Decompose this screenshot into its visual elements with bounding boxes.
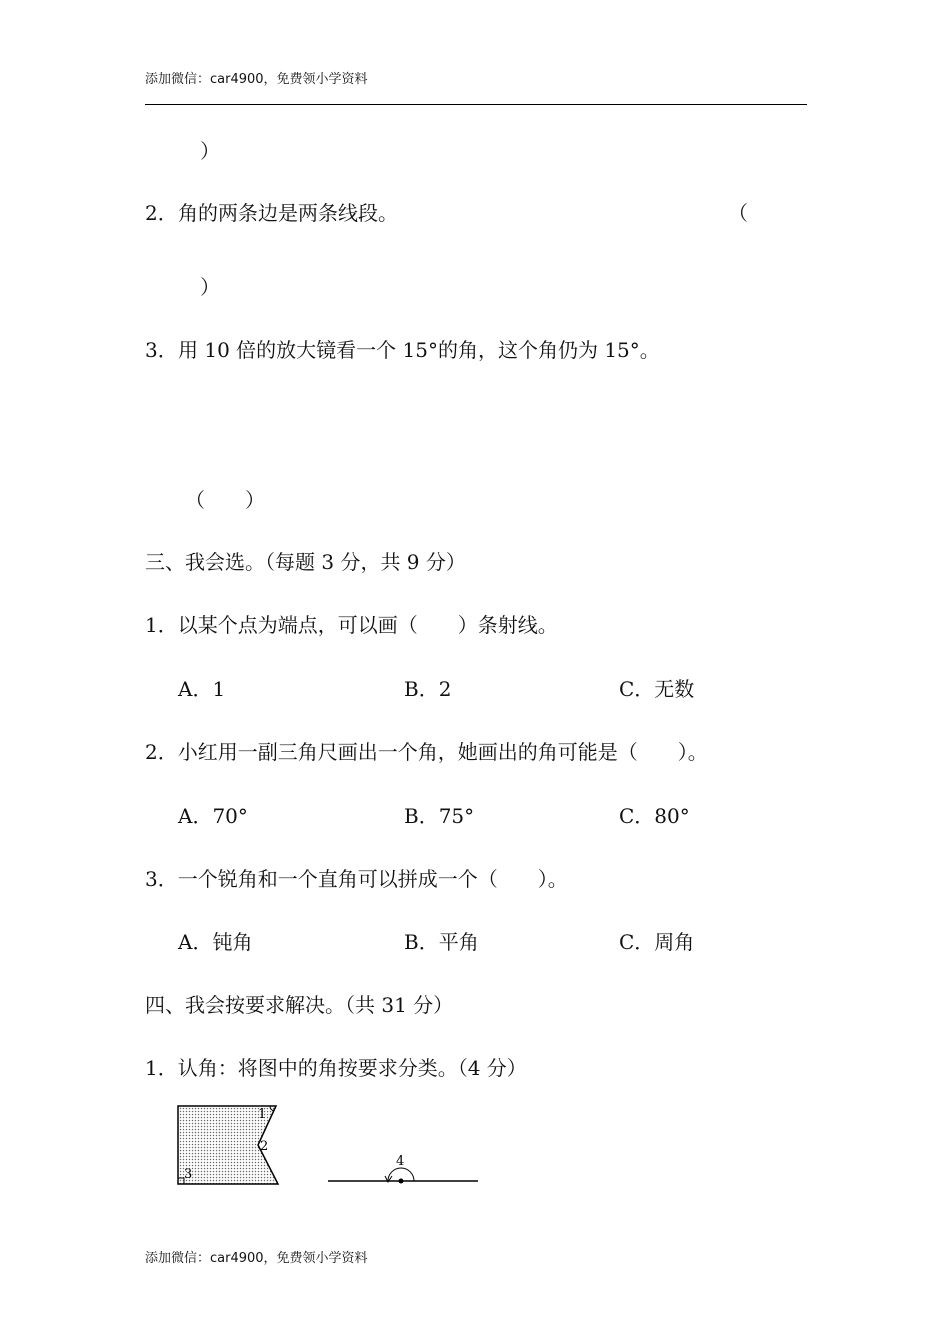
tf-q3-answer-blank: （ ）: [185, 488, 265, 512]
choice-q2-option-a: A．70°: [178, 804, 248, 828]
choice-q1-option-a: A．1: [178, 677, 226, 701]
choice-q2-option-c: C．80°: [619, 804, 690, 828]
section-4-title: 四、我会按要求解决。（共 31 分）: [145, 993, 454, 1017]
page-footer: 添加微信：car4900，免费领小学资料: [145, 1251, 368, 1266]
section-3-title: 三、我会选。（每题 3 分，共 9 分）: [145, 550, 466, 574]
choice-q2-stem: 2．小红用一副三角尺画出一个角，她画出的角可能是（ ）。: [145, 740, 708, 764]
choice-q1-option-c: C．无数: [619, 677, 695, 701]
choice-q2-option-b: B．75°: [404, 804, 475, 828]
vertex-point: [399, 1179, 404, 1184]
header-rule: [145, 104, 807, 105]
page-header: 添加微信：car4900，免费领小学资料: [145, 72, 368, 87]
angle-2-label: 2: [260, 1139, 269, 1154]
angle-3-label: 3: [184, 1167, 193, 1182]
tf-q3-number: 3．: [145, 338, 178, 362]
tf-q2-open-paren: （: [728, 201, 748, 225]
solve-q1-text: 1．认角：将图中的角按要求分类。（4 分）: [145, 1056, 527, 1080]
choice-q3-option-c: C．周角: [619, 930, 695, 954]
tf-q3-text: 用 10 倍的放大镜看一个 15°的角，这个角仍为 15°。: [178, 338, 660, 362]
angle-1-label: 1: [258, 1107, 267, 1122]
choice-q3-option-b: B．平角: [404, 930, 479, 954]
choice-q1-stem: 1．以某个点为端点，可以画（ ）条射线。: [145, 613, 558, 637]
prev-answer-close: ）: [200, 139, 220, 163]
tf-q2-close-paren: ）: [200, 275, 220, 299]
tf-q2-number: 2．: [145, 201, 178, 225]
choice-q3-stem: 3．一个锐角和一个直角可以拼成一个（ ）。: [145, 867, 568, 891]
angle-4-label: 4: [396, 1154, 405, 1169]
choice-q1-option-b: B．2: [404, 677, 452, 701]
tf-q2-text: 角的两条边是两条线段。: [178, 201, 398, 225]
choice-q3-option-a: A．钝角: [178, 930, 253, 954]
angle-figure: [170, 1098, 490, 1193]
